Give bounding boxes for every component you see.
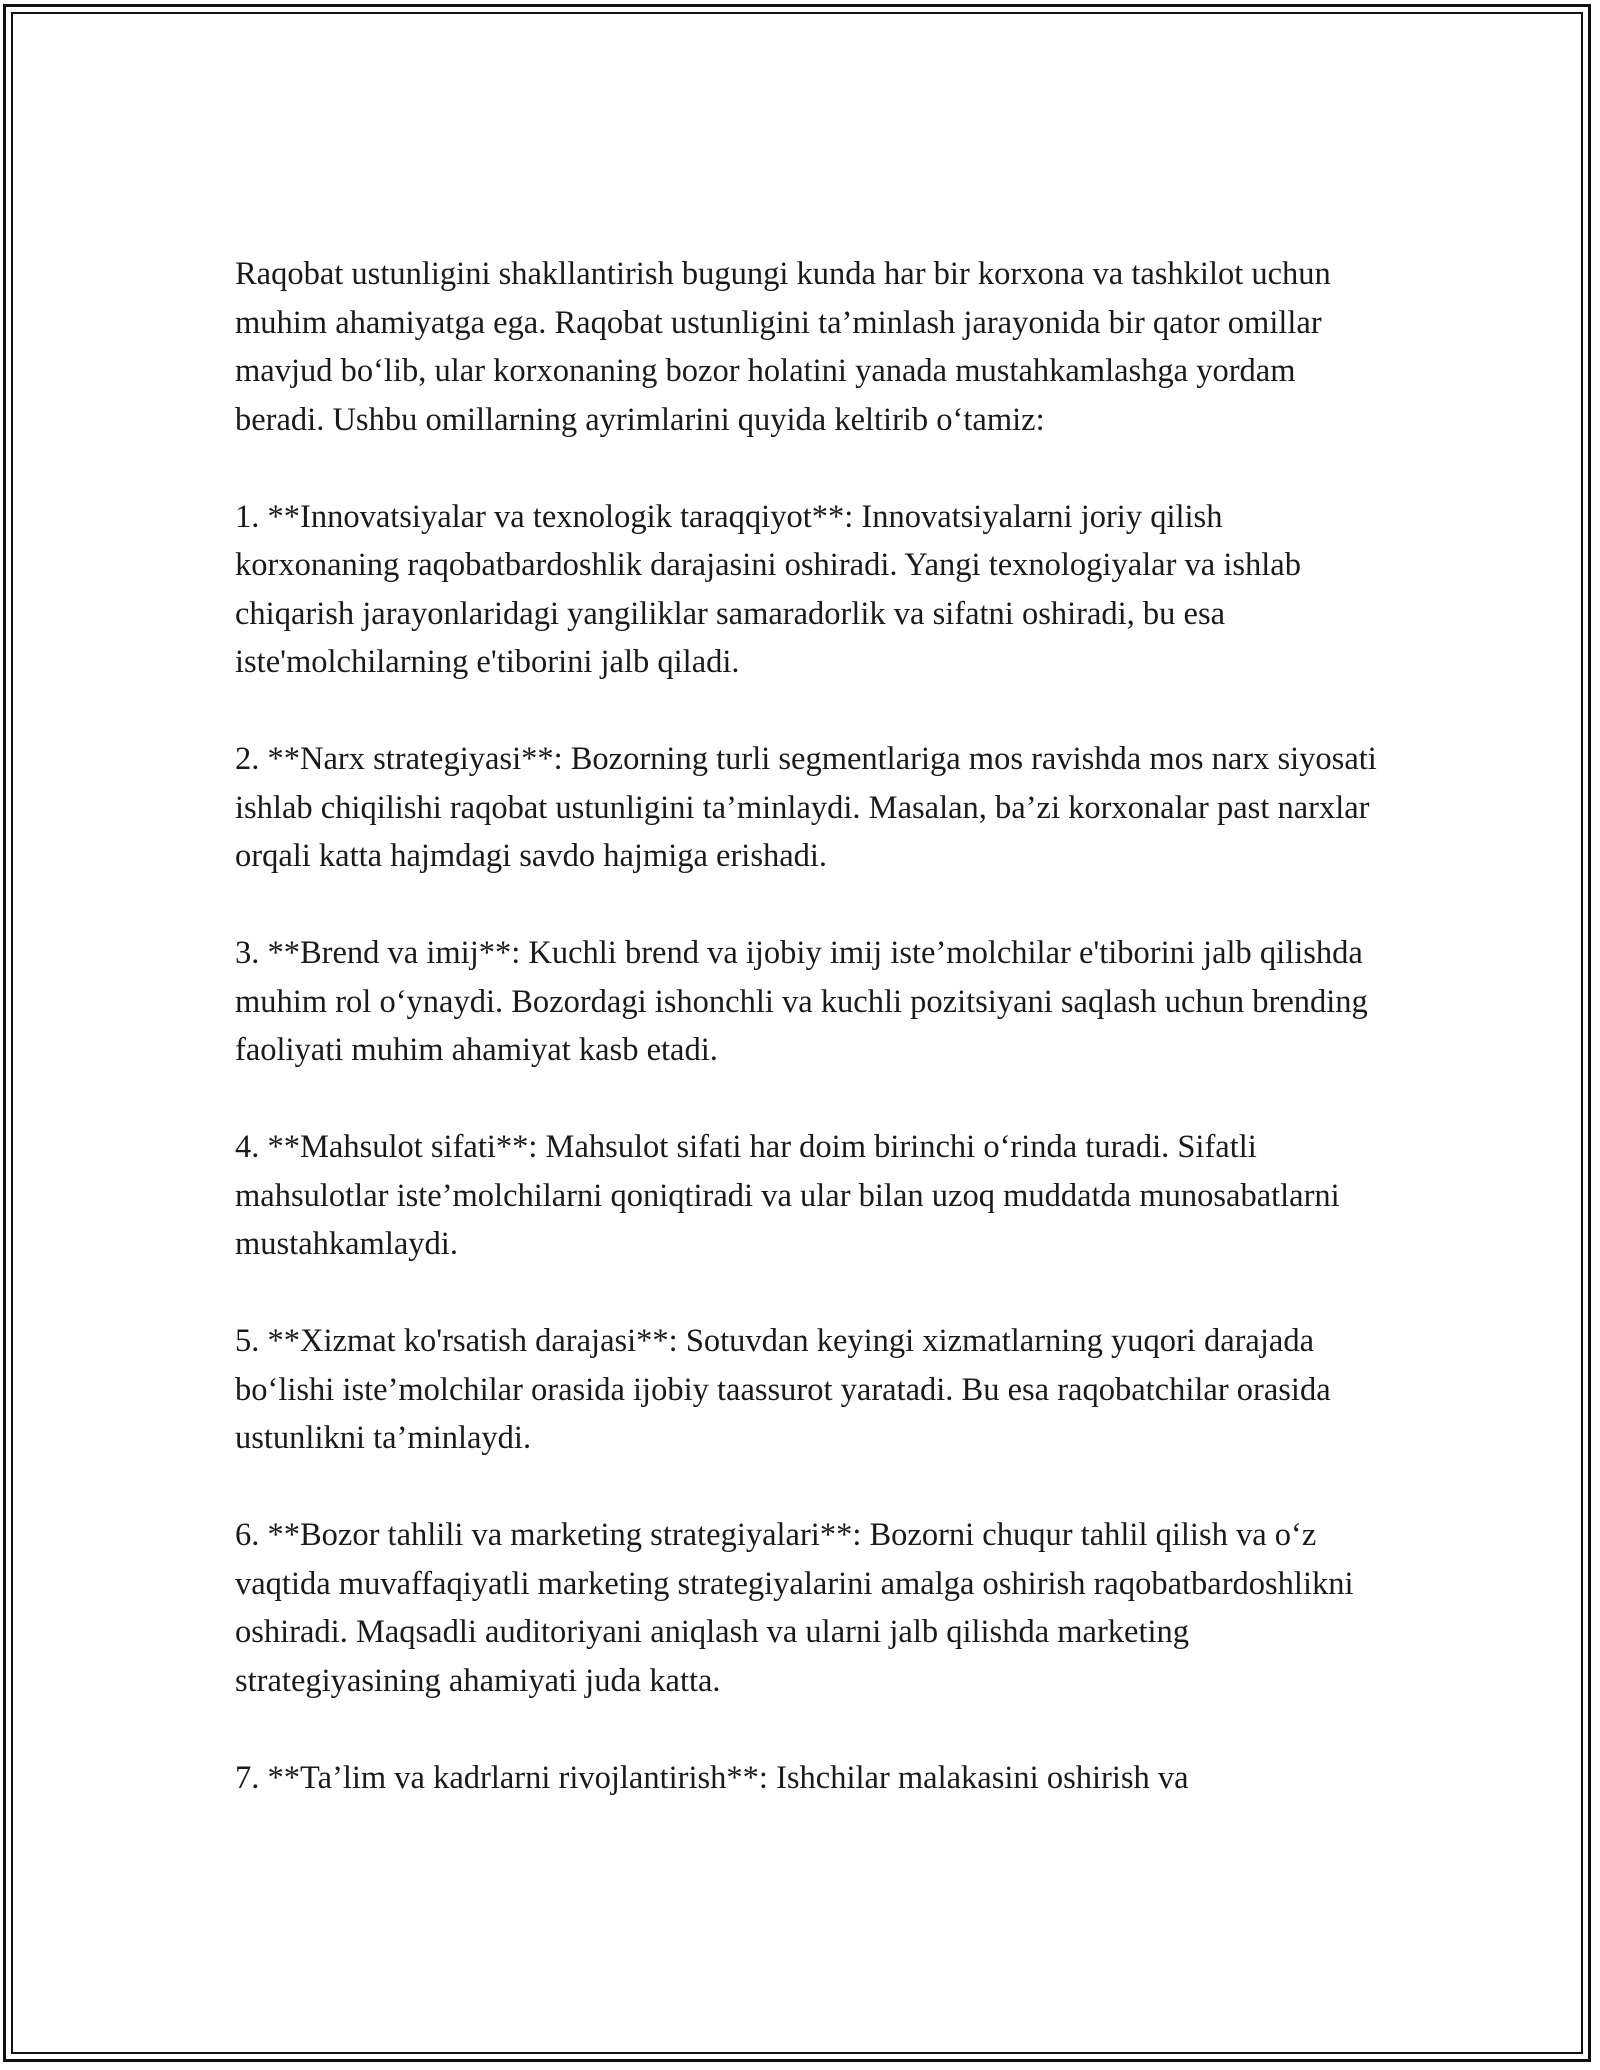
list-item-service-level: 5. **Xizmat ko'rsatish darajasi**: Sotuvdan keyingi xizmatlarning yuqori darajada bo‘lishi iste’molchilar orasida ijobiy taassurot yaratadi. Bu esa raqobatchilar orasida ustunlikni ta’minlaydi. (235, 1323, 1331, 1456)
intro-paragraph: Raqobat ustunligini shakllantirish bugungi kunda har bir korxona va tashkilot uchun muhim ahamiyatga ega. Raqobat ustunligini ta’minlash jarayonida bir qator omillar mavjud bo‘lib, ular korxonaning bozor holatini yanada mustahkamlashga yordam beradi. Ushbu omillarning ayrimlarini quyida keltirib o‘tamiz: (235, 256, 1331, 438)
list-item-brand-image: 3. **Brend va imij**: Kuchli brend va ijobiy imij iste’molchilar e'tiborini jalb qilishda muhim rol o‘ynaydi. Bozordagi ishonchli va kuchli pozitsiyani saqlash uchun brending faoliyati muhim ahamiyat kasb etadi. (235, 935, 1368, 1068)
document-body (235, 250, 1385, 1802)
list-item-product-quality: 4. **Mahsulot sifati**: Mahsulot sifati har doim birinchi o‘rinda turadi. Sifatli mahsulotlar iste’molchilarni qoniqtiradi va ular bilan uzoq muddatda munosabatlarni mustahkamlaydi. (235, 1129, 1340, 1262)
list-item-innovations: 1. **Innovatsiyalar va texnologik taraqqiyot**: Innovatsiyalarni joriy qilish korxonaning raqobatbardoshlik darajasini oshiradi. Yangi texnologiyalar va ishlab chiqarish jarayonlaridagi yangiliklar samaradorlik va sifatni oshiradi, bu esa iste'molchilarning e'tiborini jalb qiladi. (235, 498, 1301, 680)
list-item-market-analysis: 6. **Bozor tahlili va marketing strategiyalari**: Bozorni chuqur tahlil qilish va o‘z vaqtida muvaffaqiyatli marketing strategiyalarini amalga oshirish raqobatbardoshlikni oshiradi. Maqsadli auditoriyani aniqlash va ularni jalb qilishda marketing strategiyasining ahamiyati juda katta. (235, 1517, 1354, 1699)
list-item-price-strategy: 2. **Narx strategiyasi**: Bozorning turli segmentlariga mos ravishda mos narx siyosati ishlab chiqilishi raqobat ustunligini ta’minlaydi. Masalan, ba’zi korxonalar past narxlar orqali katta hajmdagi savdo hajmiga erishadi. (235, 741, 1377, 874)
list-item-education-staff: 7. **Ta’lim va kadrlarni rivojlantirish**: Ishchilar malakasini oshirish va (235, 1759, 1189, 1796)
